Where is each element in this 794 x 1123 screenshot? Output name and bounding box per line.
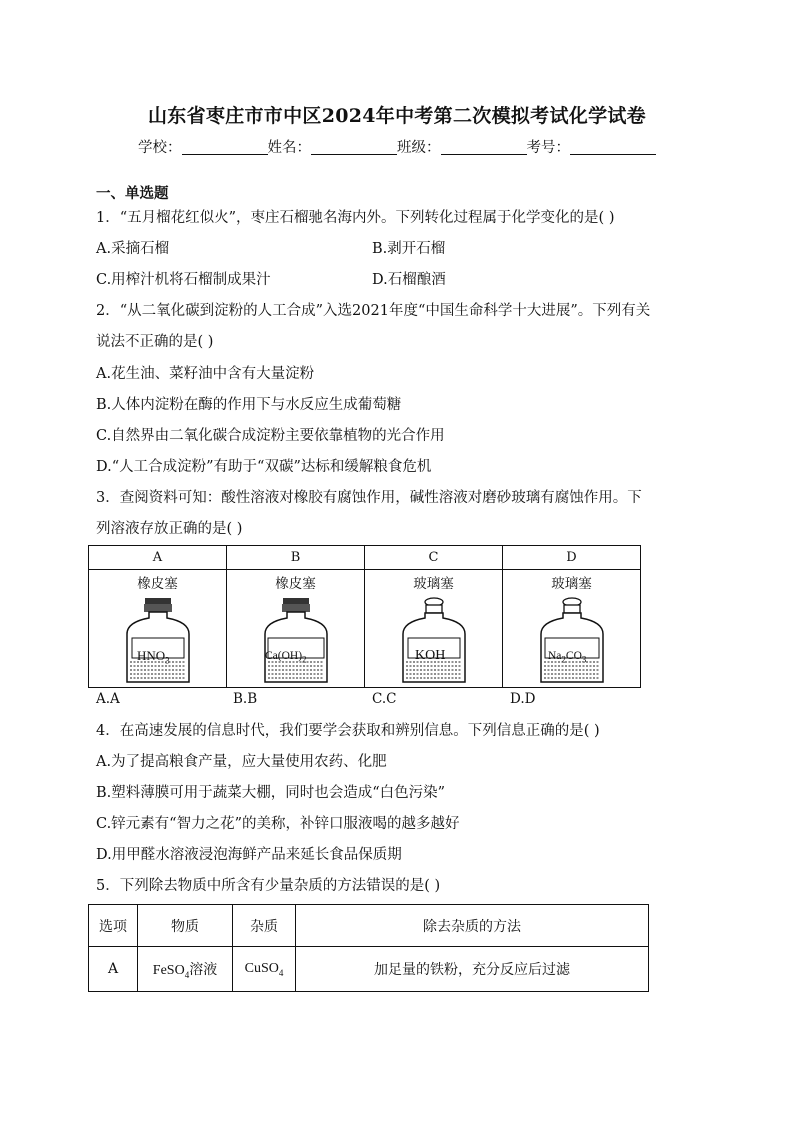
- q1-option-b[interactable]: B.剥开石榴: [372, 241, 446, 257]
- q4-option-d[interactable]: D.用甲醛水溶液浸泡海鲜产品来延长食品保质期: [96, 847, 402, 863]
- q4-option-c[interactable]: C.锌元素有“智力之花”的美称，补锌口服液喝的越多越好: [96, 816, 460, 832]
- label-b-sub: 2: [302, 654, 307, 665]
- q1-option-c[interactable]: C.用榨汁机将石榴制成果汁: [96, 272, 271, 288]
- q3-label-d: [548, 650, 586, 664]
- q5-header-impurity: 杂质: [233, 905, 296, 947]
- label-d-sub2: 3: [581, 654, 587, 665]
- q3-cell-d: [503, 570, 641, 688]
- q1-option-d[interactable]: D.石榴酿酒: [372, 272, 446, 288]
- section-heading: 一、单选题: [96, 185, 169, 202]
- q3-cell-a: [89, 570, 227, 688]
- label-b-main: Ca(OH): [265, 650, 303, 662]
- q5-table: [88, 904, 649, 992]
- q2-option-c[interactable]: C.自然界由二氧化碳合成淀粉主要依靠植物的光合作用: [96, 428, 445, 444]
- q5-stem: 5．下列除去物质中所含有少量杂质的方法错误的是( ): [96, 878, 441, 894]
- q4-option-a[interactable]: A.为了提高粮食产量，应大量使用农药、化肥: [96, 754, 387, 770]
- q3-option-a[interactable]: A.A: [96, 691, 120, 707]
- exam-no-blank[interactable]: [570, 140, 656, 155]
- substance-main: FeSO: [152, 962, 185, 978]
- q2-option-b[interactable]: B.人体内淀粉在酶的作用下与水反应生成葡萄糖: [96, 397, 402, 413]
- student-info-line: [0, 136, 794, 157]
- q5-header-method: 除去杂质的方法: [296, 905, 649, 947]
- q5-row-a-option[interactable]: A: [89, 947, 138, 992]
- q3-label-a: [137, 648, 170, 666]
- label-a-main: HNO: [137, 648, 166, 663]
- impurity-main: CuSO: [244, 961, 279, 977]
- label-d-main: Na: [548, 650, 562, 662]
- q5-row-a-impurity: [233, 947, 296, 992]
- substance-sub: 4: [184, 969, 190, 980]
- q3-header-c: C: [365, 546, 503, 570]
- page-title: 山东省枣庄市市中区2024年中考第二次模拟考试化学试卷: [148, 105, 646, 127]
- q3-cell-c: [365, 570, 503, 688]
- q3-label-b: [265, 650, 307, 664]
- q2-stem-line1: 2．“从二氧化碳到淀粉的人工合成”入选2021年度“中国生命科学十大进展”。下列有关: [96, 303, 651, 319]
- q2-option-d[interactable]: D.“人工合成淀粉”有助于“双碳”达标和缓解粮食危机: [96, 459, 432, 475]
- q3-header-b: B: [227, 546, 365, 570]
- rubber-stopper-bottle-icon: [123, 596, 193, 686]
- q3-option-b[interactable]: B.B: [233, 691, 258, 707]
- q5-row-a-method: 加足量的铁粉，充分反应后过滤: [296, 947, 649, 992]
- q3-header-d: D: [503, 546, 641, 570]
- q3-option-c[interactable]: C.C: [372, 691, 397, 707]
- glass-stopper-bottle-icon: [537, 596, 607, 686]
- impurity-sub: 4: [278, 967, 284, 978]
- class-label: 班级：: [397, 140, 441, 156]
- q3-stem-line1: 3．查阅资料可知：酸性溶液对橡胶有腐蚀作用，碱性溶液对磨砂玻璃有腐蚀作用。下: [96, 490, 642, 506]
- school-blank[interactable]: [182, 140, 268, 155]
- q5-row-a-substance: [138, 947, 233, 992]
- q3-cell-b: [227, 570, 365, 688]
- q3-header-a: A: [89, 546, 227, 570]
- glass-stopper-bottle-icon: [399, 596, 469, 686]
- q4-option-b[interactable]: B.塑料薄膜可用于蔬菜大棚，同时也会造成“白色污染”: [96, 785, 446, 801]
- q4-stem: 4．在高速发展的信息时代，我们要学会获取和辨别信息。下列信息正确的是( ): [96, 723, 600, 739]
- q2-stem-line2: 说法不正确的是( ): [96, 334, 214, 350]
- name-blank[interactable]: [311, 140, 397, 155]
- q3-caption-a: 橡皮塞: [137, 576, 178, 592]
- q1-option-a[interactable]: A.采摘石榴: [96, 241, 170, 257]
- q5-header-substance: 物质: [138, 905, 233, 947]
- q3-caption-c: 玻璃塞: [413, 576, 454, 592]
- rubber-stopper-bottle-icon: [261, 596, 331, 686]
- label-d-sub1: 2: [561, 654, 566, 665]
- q2-option-a[interactable]: A.花生油、菜籽油中含有大量淀粉: [96, 366, 315, 382]
- exam-no-label: 考号：: [526, 140, 570, 156]
- label-d-tail: CO: [565, 650, 582, 662]
- q5-header-option: 选项: [89, 905, 138, 947]
- substance-tail: 溶液: [189, 961, 218, 978]
- q3-caption-b: 橡皮塞: [275, 576, 316, 592]
- name-label: 姓名：: [267, 140, 311, 156]
- q3-label-c: KOH: [415, 648, 446, 663]
- q1-stem: 1．“五月榴花红似火”，枣庄石榴驰名海内外。下列转化过程属于化学变化的是( ): [96, 210, 615, 226]
- q3-bottle-table: [88, 545, 641, 688]
- label-a-sub: 3: [165, 655, 170, 666]
- school-label: 学校：: [138, 140, 182, 156]
- class-blank[interactable]: [441, 140, 527, 155]
- q3-stem-line2: 列溶液存放正确的是( ): [96, 521, 243, 537]
- q3-option-d[interactable]: D.D: [510, 691, 536, 707]
- q3-caption-d: 玻璃塞: [551, 576, 592, 592]
